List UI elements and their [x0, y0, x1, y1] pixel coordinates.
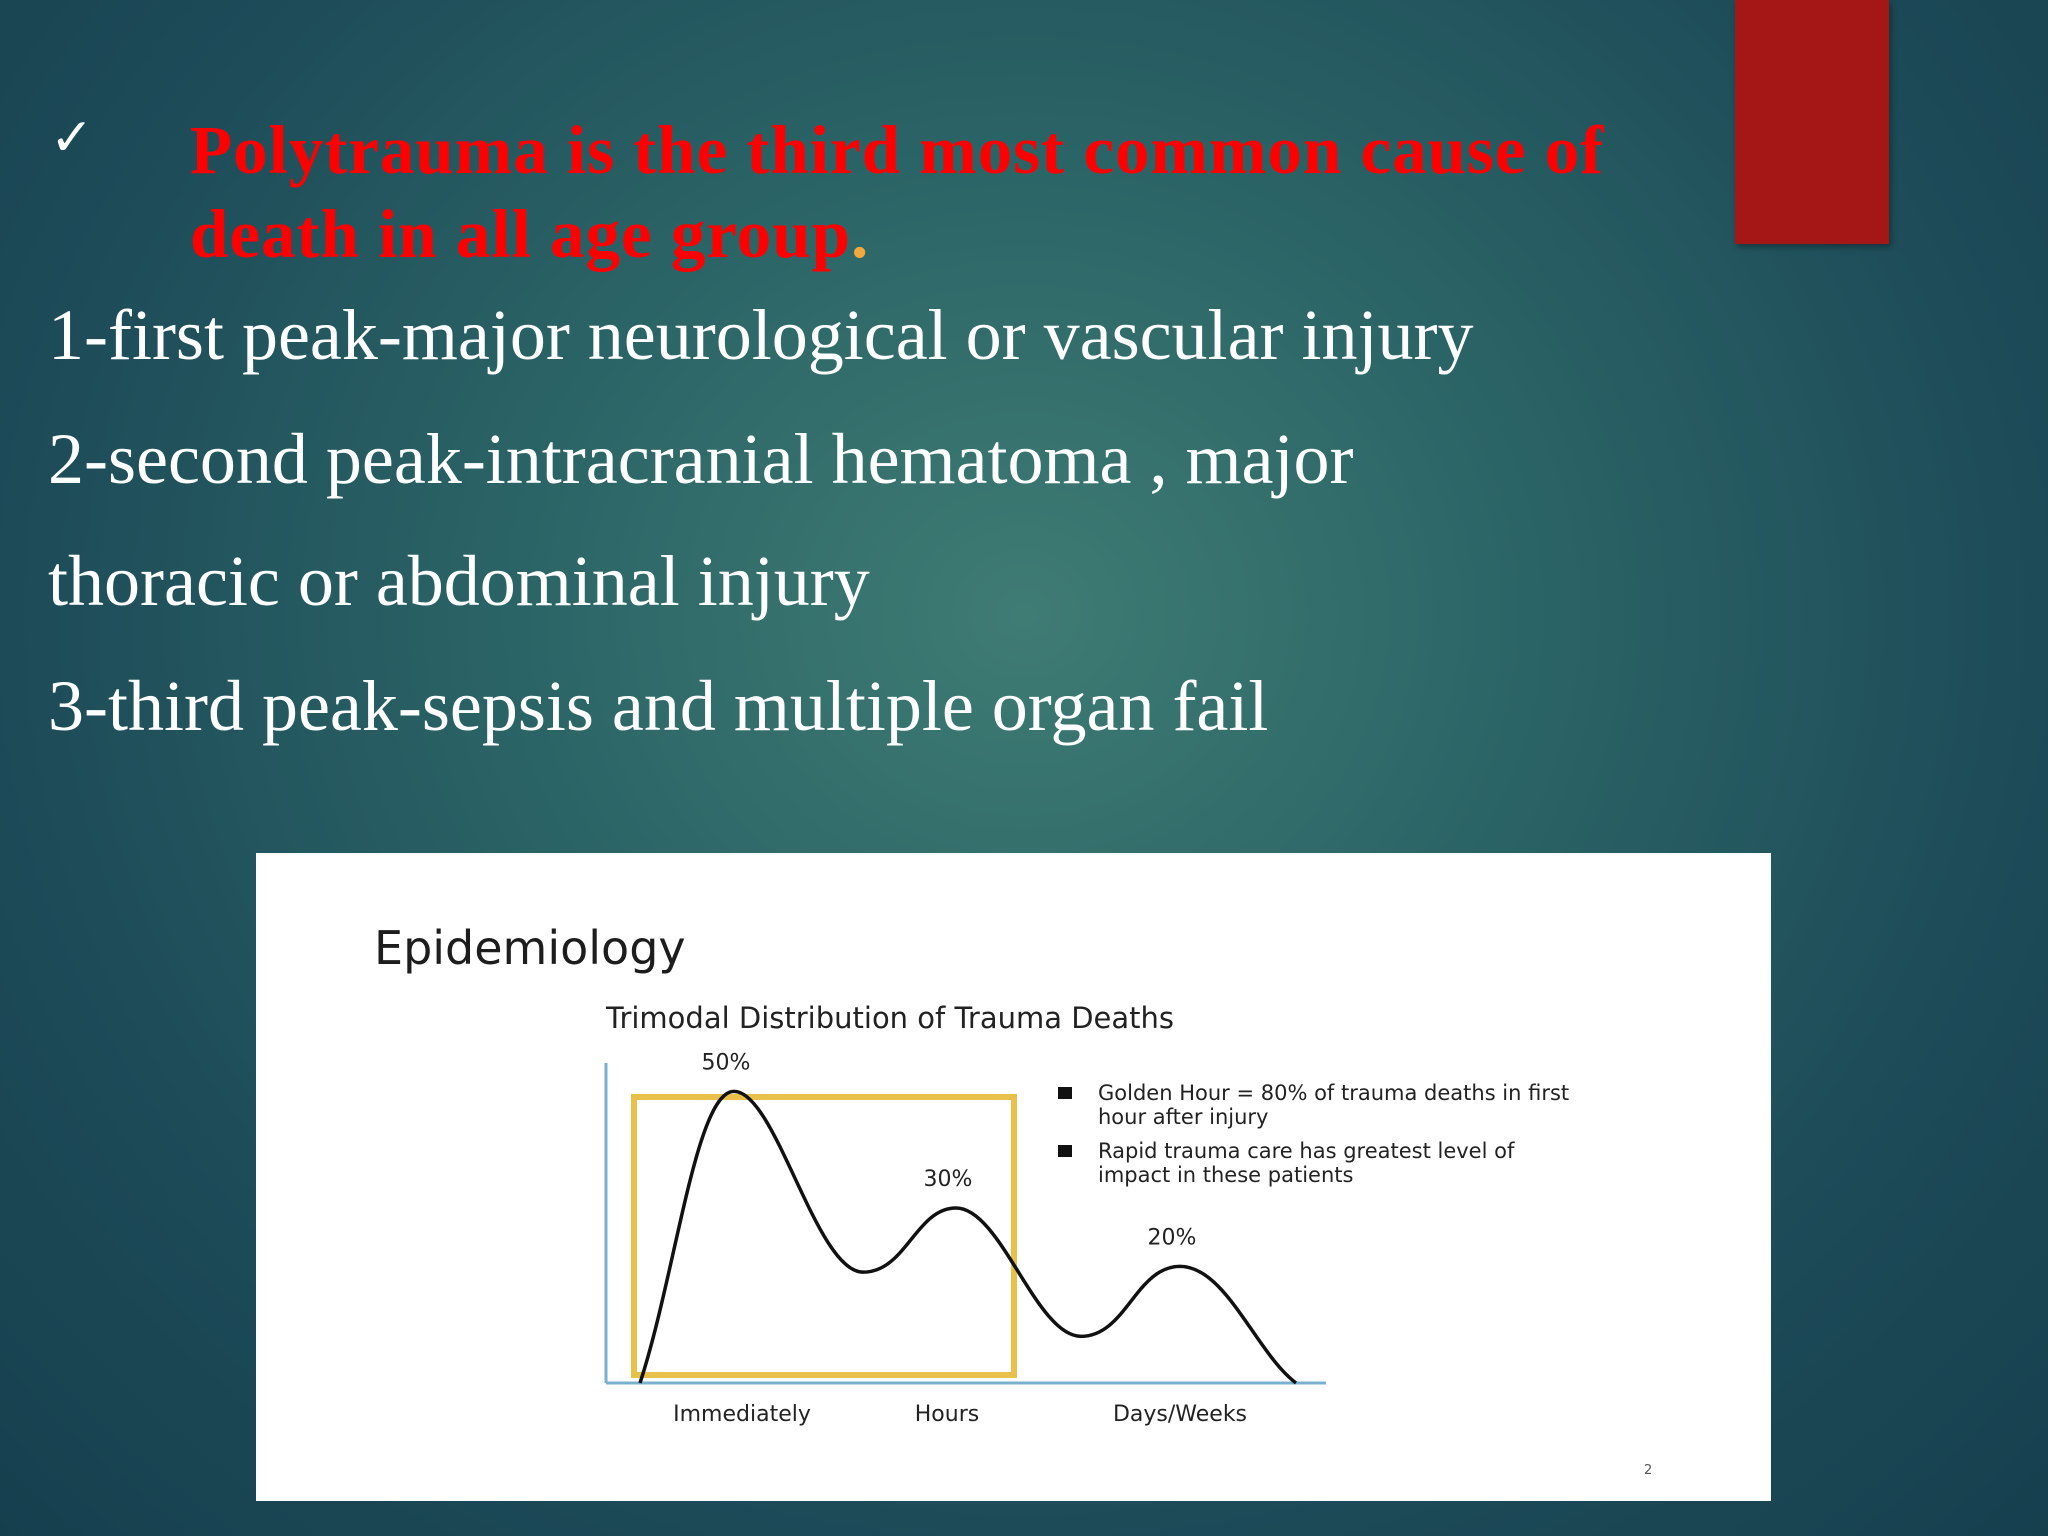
headline-text: Polytrauma is the third most common cause of death in all age group — [190, 112, 1605, 272]
headline-period: . — [851, 196, 870, 272]
body-line-2: 2-second peak-intracranial hematoma , major — [48, 419, 1354, 499]
peak-label-1: 50% — [701, 1050, 751, 1076]
distribution-curve — [640, 1091, 1296, 1383]
x-tick-label-2: Hours — [914, 1402, 980, 1427]
x-tick-label-1: Immediately — [673, 1402, 811, 1427]
peak-label-3: 20% — [1147, 1225, 1197, 1251]
headline — [190, 108, 1640, 276]
x-tick-label-3: Days/Weeks — [1112, 1402, 1248, 1427]
body-line-4: 3-third peak-sepsis and multiple organ fail — [48, 666, 1269, 746]
accent-bar — [1735, 0, 1889, 244]
figure-title: Epidemiology — [374, 921, 686, 975]
body-line-3: thoracic or abdominal injury — [48, 541, 870, 621]
peak-label-2: 30% — [923, 1167, 973, 1192]
check-icon: ✓ — [50, 108, 94, 168]
slide-number: 2 — [1644, 1463, 1653, 1478]
chart-title: Trimodal Distribution of Trauma Deaths — [606, 1001, 1175, 1035]
epidemiology-figure — [256, 853, 1771, 1501]
bullet-golden-hour: Golden Hour = 80% of trauma deaths in first hour after injury — [1058, 1081, 1578, 1129]
body-line-1: 1-first peak-major neurological or vascular injury — [48, 295, 1474, 375]
bullet-rapid-care: Rapid trauma care has greatest level of impact in these patients — [1058, 1139, 1578, 1187]
